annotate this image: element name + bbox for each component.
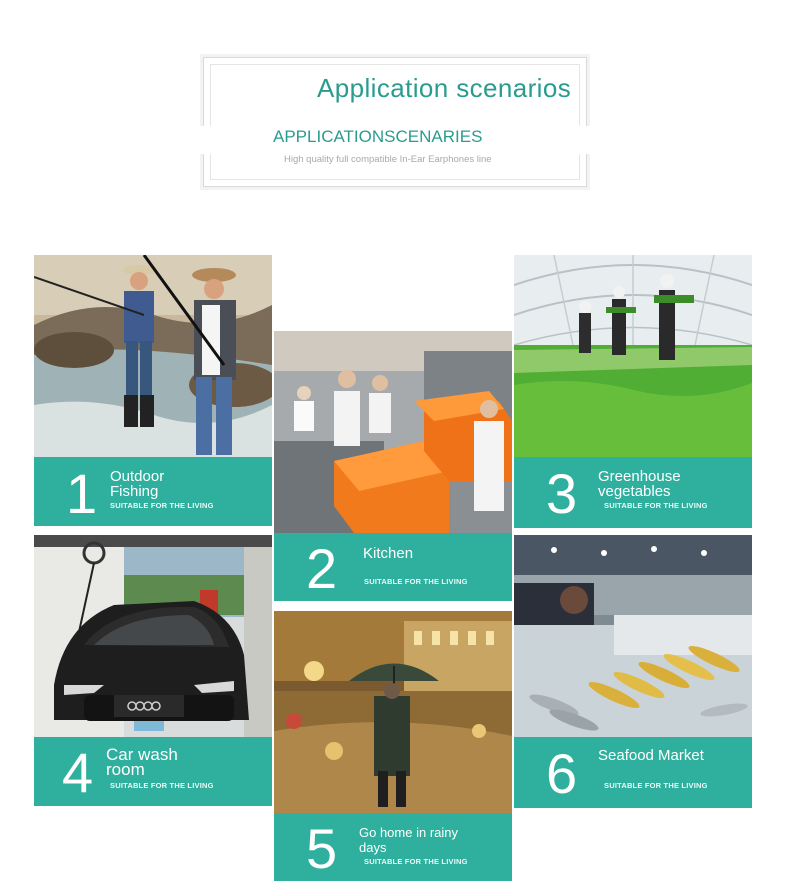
scenario-band: [514, 457, 752, 528]
scenario-card-carwash: [34, 535, 272, 806]
carwash-photo: [34, 535, 272, 737]
scenario-band: [34, 737, 272, 806]
scenario-tagline: SUITABLE FOR THE LIVING: [364, 577, 468, 586]
seafood-photo: [514, 535, 752, 737]
scenario-tagline: SUITABLE FOR THE LIVING: [604, 501, 708, 510]
scenario-title-line1: Kitchen: [363, 545, 414, 562]
scenario-tagline: SUITABLE FOR THE LIVING: [110, 781, 214, 790]
greenhouse-photo: [514, 255, 752, 457]
scenario-card-greenhouse: [514, 255, 752, 528]
scenario-band: [274, 533, 512, 601]
scenario-title-line1: Greenhouse: [598, 468, 681, 485]
scenario-card-rainy: [274, 611, 512, 881]
scenario-band: [274, 813, 512, 881]
scenario-title-line1: Seafood Market: [598, 747, 704, 764]
scenario-card-fishing: [34, 255, 272, 526]
scenario-title-line2: vegetables: [598, 483, 671, 500]
scenario-title-line2: days: [359, 840, 387, 855]
header-frame-gap-right: [575, 126, 597, 154]
scenario-number: 1: [66, 462, 98, 525]
scenario-number: 6: [546, 742, 578, 805]
header-frame-gap-left: [196, 126, 218, 154]
page-tagline: High quality full compatible In-Ear Earphones line: [284, 154, 492, 165]
scenario-title-line1: Outdoor: [110, 468, 165, 485]
scenario-card-kitchen: [274, 331, 512, 601]
scenario-title-line1: Car wash: [106, 745, 178, 764]
scenario-band: [34, 457, 272, 526]
scenario-number: 3: [546, 462, 578, 525]
scenario-number: 5: [306, 817, 338, 880]
page-subtitle: APPLICATIONSCENARIES: [273, 127, 483, 146]
scenario-title-line1: Go home in rainy: [359, 825, 458, 840]
scenario-card-seafood: [514, 535, 752, 808]
scenario-tagline: SUITABLE FOR THE LIVING: [604, 781, 708, 790]
rainy-photo: [274, 611, 512, 813]
page-title: Application scenarios: [317, 73, 572, 103]
fishing-photo: [34, 255, 272, 457]
scenario-number: 4: [62, 741, 94, 804]
scenario-title-line2: room: [106, 760, 145, 779]
scenario-tagline: SUITABLE FOR THE LIVING: [110, 501, 214, 510]
kitchen-photo: [274, 331, 512, 533]
scenario-tagline: SUITABLE FOR THE LIVING: [364, 857, 468, 866]
scenario-title-line2: Fishing: [110, 483, 159, 500]
scenario-band: [514, 737, 752, 808]
scenario-number: 2: [306, 537, 338, 600]
